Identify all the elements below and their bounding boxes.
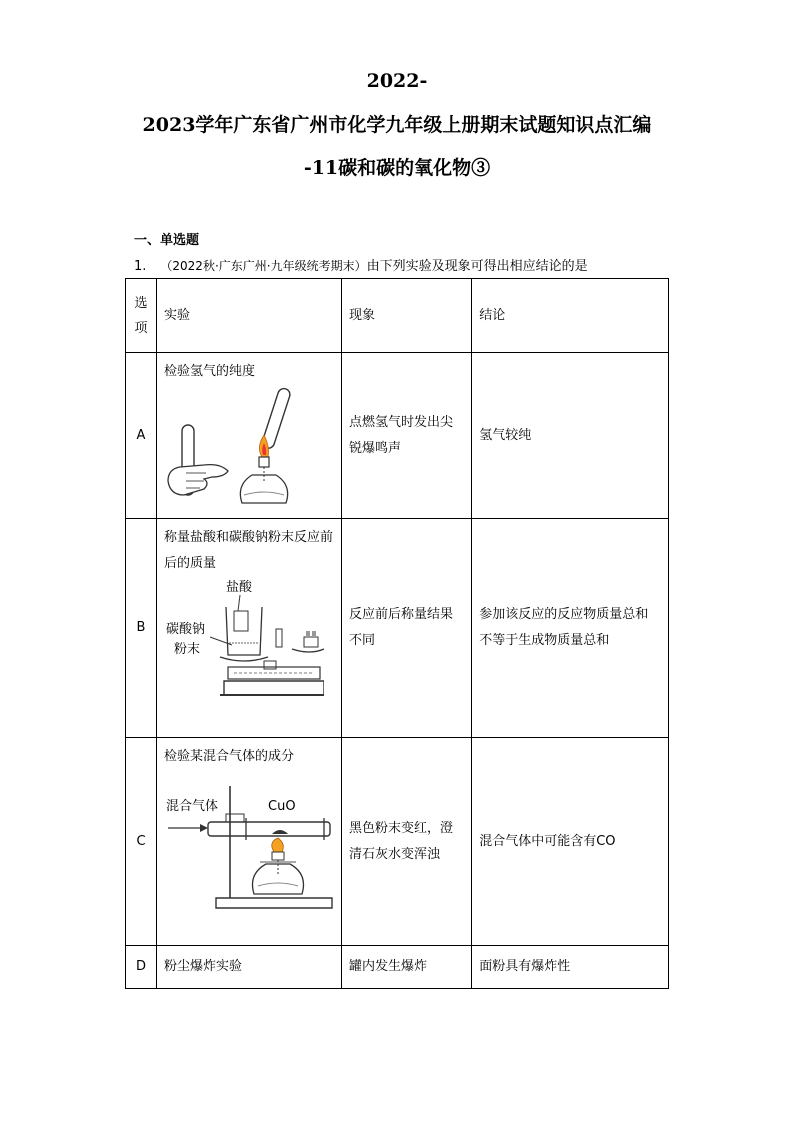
experiment-label: 检验氢气的纯度 (163, 364, 255, 379)
header-conclusion: 结论 (472, 279, 669, 353)
header-phenomenon: 现象 (341, 279, 471, 353)
header-option (126, 279, 157, 353)
table-row (126, 946, 669, 989)
gas-reduction-apparatus-figure (164, 770, 334, 910)
row-conclusion: 面粉具有爆炸性 (472, 946, 669, 989)
table-row (126, 519, 669, 738)
label-mixed-gas: 混合气体 (165, 799, 218, 814)
row-phenomenon: 点燃氢气时发出尖锐爆鸣声 (341, 353, 471, 519)
row-experiment (156, 353, 341, 519)
row-conclusion: 氢气较纯 (472, 353, 669, 519)
table-row (126, 353, 669, 519)
row-option: D (126, 946, 157, 989)
title-line-2: 2023学年广东省广州市化学九年级上册期末试题知识点汇编 (142, 114, 652, 136)
row-phenomenon: 反应前后称量结果不同 (341, 519, 471, 738)
question-source: （2022秋·广东广州·九年级统考期末） (160, 259, 367, 273)
header-experiment: 实验 (156, 279, 341, 353)
label-hydrochloric-acid: 盐酸 (225, 580, 252, 595)
label-cuo: CuO (267, 799, 296, 814)
question-number: 1. (134, 259, 147, 274)
row-phenomenon: 黑色粉末变红，澄清石灰水变浑浊 (341, 738, 471, 946)
row-experiment (156, 738, 341, 946)
mass-conservation-balance-figure (164, 577, 324, 703)
row-experiment: 粉尘爆炸实验 (156, 946, 341, 989)
hydrogen-purity-test-figure (164, 385, 314, 507)
title-line-1: 2022- (366, 70, 428, 92)
row-option: B (126, 519, 157, 738)
table-row (126, 738, 669, 946)
header-option-label: 选项 (134, 295, 148, 336)
label-powder: 粉末 (173, 642, 200, 657)
table-header-row (126, 279, 669, 353)
row-phenomenon: 罐内发生爆炸 (341, 946, 471, 989)
experiment-label: 称量盐酸和碳酸钠粉末反应前后的质量 (163, 530, 333, 571)
question-1 (134, 255, 588, 274)
row-conclusion: 参加该反应的反应物质量总和不等于生成物质量总和 (472, 519, 669, 738)
experiment-table (125, 278, 669, 989)
title-line-3: -11碳和碳的氧化物③ (303, 157, 491, 179)
experiment-label: 检验某混合气体的成分 (163, 749, 294, 764)
row-option: C (126, 738, 157, 946)
row-option: A (126, 353, 157, 519)
label-sodium-carbonate: 碳酸钠 (165, 622, 205, 637)
row-experiment (156, 519, 341, 738)
section-heading: 一、单选题 (134, 233, 200, 248)
question-stem: 由下列实验及现象可得出相应结论的是 (366, 259, 588, 274)
row-conclusion: 混合气体中可能含有CO (472, 738, 669, 946)
